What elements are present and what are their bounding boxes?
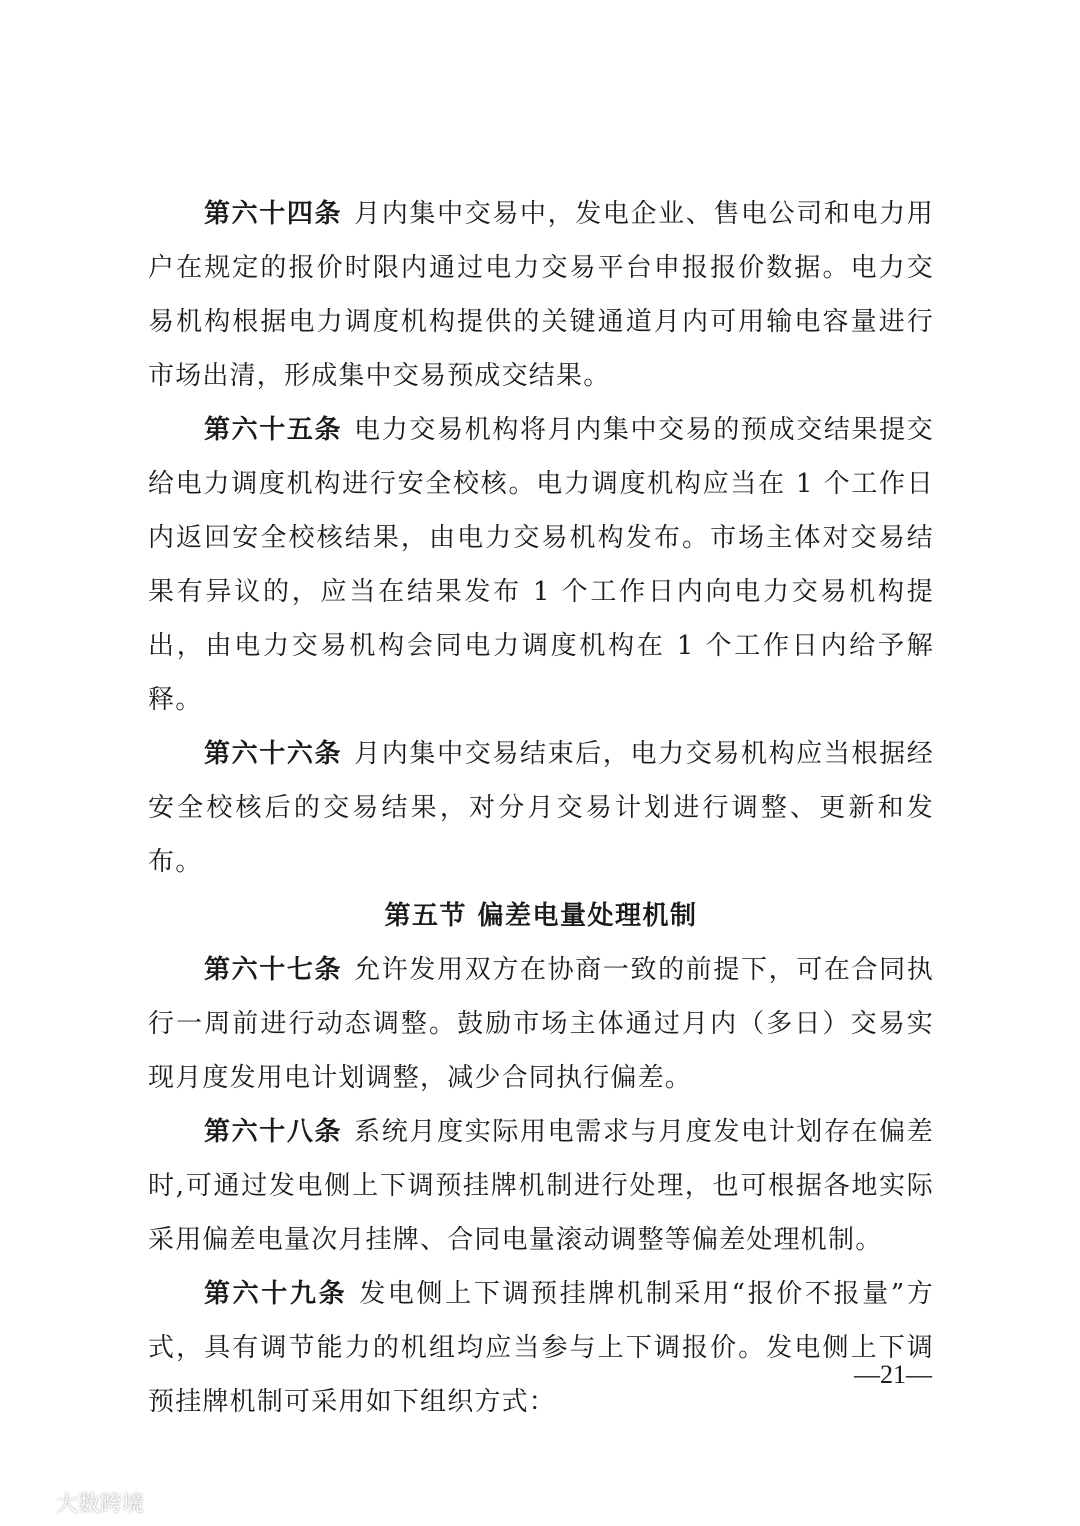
- article-number: 第六十五条: [204, 415, 343, 445]
- article-text: 系统月度实际用电需求与月度发电计划存在偏差时,可通过发电侧上下调预挂牌机制进行处理，也可根据各地实际采用偏差电量次月挂牌、合同电量滚动调整等偏差处理机制。: [148, 1117, 934, 1255]
- watermark-text: 大数跨境: [56, 1492, 145, 1517]
- article-64: [148, 187, 934, 403]
- article-text: 电力交易机构将月内集中交易的预成交结果提交给电力调度机构进行安全校核。电力调度机构应当在 1 个工作日内返回安全校核结果，由电力交易机构发布。市场主体对交易结果有异议的，应当在结果发布 1 个工作日内向电力交易机构提出，由电力交易机构会同电力调度机构在 1 个工作日内给予解释。: [148, 415, 934, 715]
- article-number: 第六十九条: [204, 1279, 348, 1309]
- article-67: [148, 943, 934, 1105]
- logo-icon: [6, 1490, 50, 1516]
- article-number: 第六十六条: [204, 739, 343, 769]
- article-text: 发电侧上下调预挂牌机制采用“报价不报量”方式，具有调节能力的机组均应当参与上下调报价。发电侧上下调预挂牌机制可采用如下组织方式：: [148, 1279, 934, 1417]
- article-text: 月内集中交易结束后，电力交易机构应当根据经安全校核后的交易结果，对分月交易计划进行调整、更新和发布。: [148, 739, 934, 877]
- article-69: [148, 1267, 934, 1429]
- article-number: 第六十四条: [204, 199, 343, 229]
- watermark: [6, 1487, 144, 1518]
- article-number: 第六十八条: [204, 1117, 343, 1147]
- article-68: [148, 1105, 934, 1267]
- article-65: [148, 403, 934, 727]
- document-body: [148, 187, 934, 1429]
- section-heading: 第五节 偏差电量处理机制: [384, 901, 698, 931]
- article-text: 允许发用双方在协商一致的前提下，可在合同执行一周前进行动态调整。鼓励市场主体通过月内（多日）交易实现月度发用电计划调整，减少合同执行偏差。: [148, 955, 934, 1093]
- article-66: [148, 727, 934, 889]
- page-number: —21—: [854, 1360, 932, 1389]
- article-number: 第六十七条: [204, 955, 343, 985]
- article-text: 月内集中交易中，发电企业、售电公司和电力用户在规定的报价时限内通过电力交易平台申报报价数据。电力交易机构根据电力调度机构提供的关键通道月内可用输电容量进行市场出清，形成集中交易预成交结果。: [148, 199, 934, 391]
